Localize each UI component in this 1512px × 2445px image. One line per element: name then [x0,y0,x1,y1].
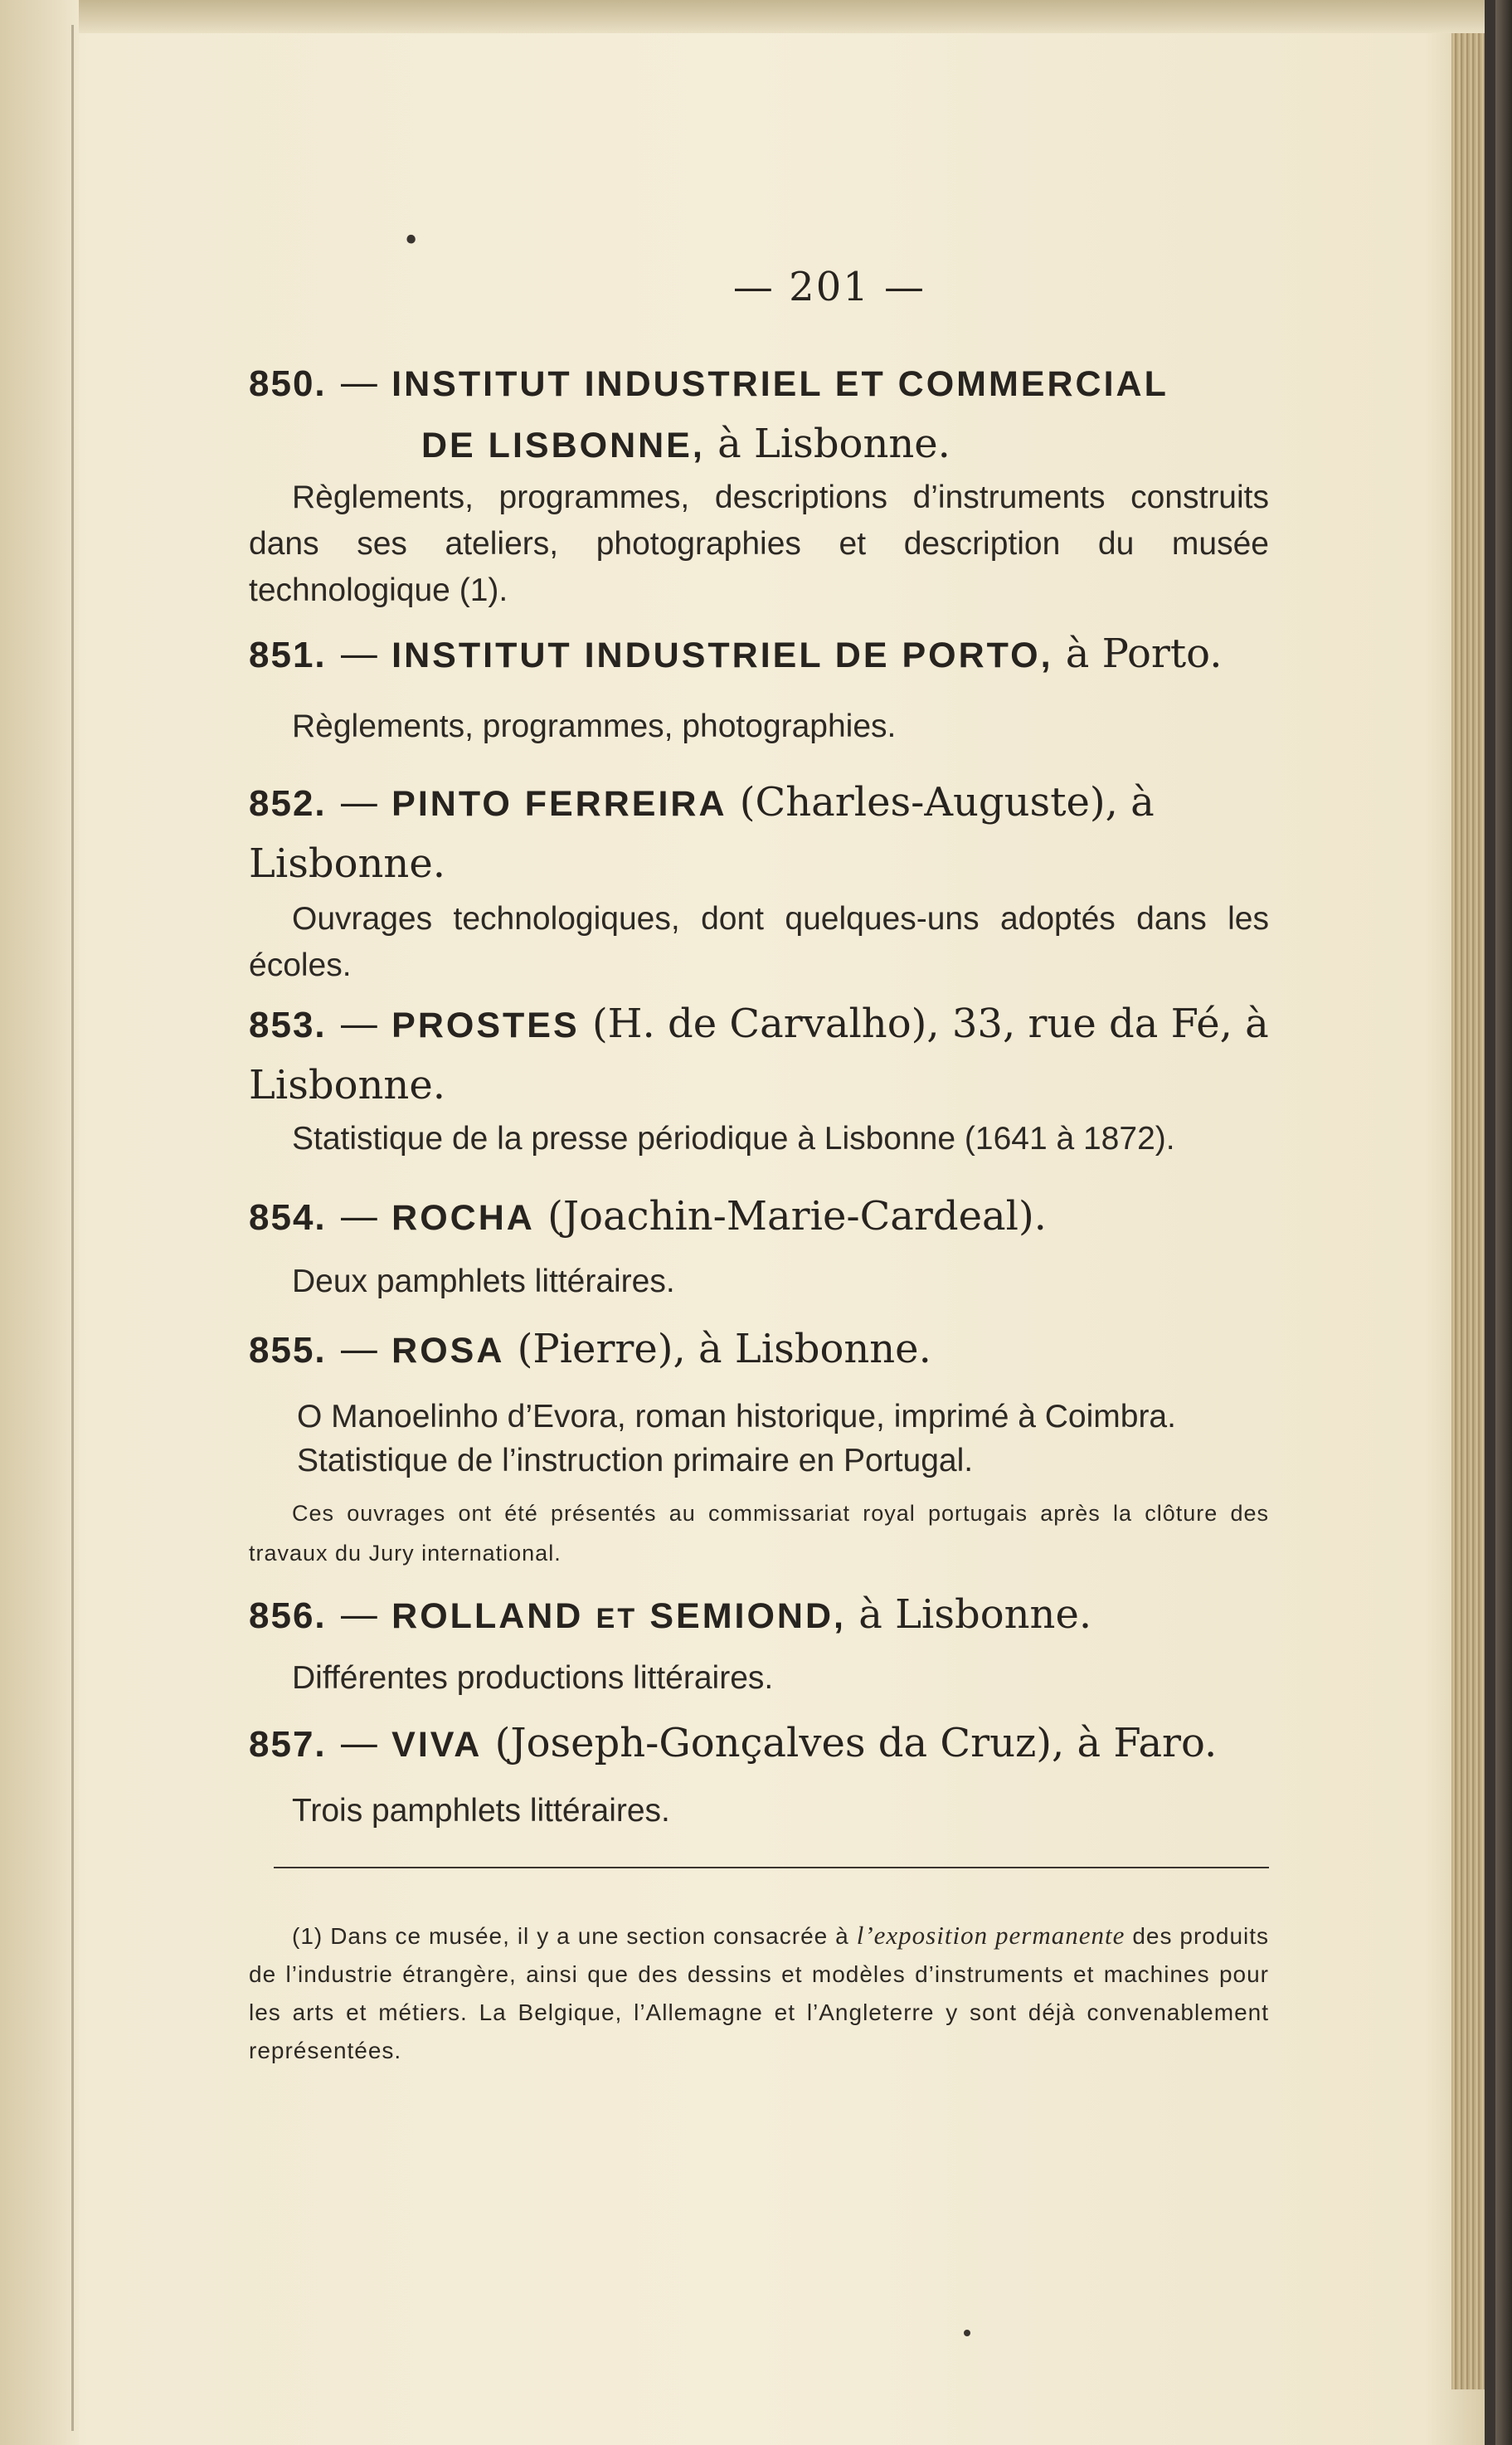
entry-number: 855. [249,1330,327,1371]
background-edge [1495,0,1512,2445]
entry-number: 857. [249,1724,327,1765]
entry-details: (Joseph-Gonçalves da Cruz), à Faro. [494,1720,1218,1766]
entry-855-note: Ces ouvrages ont été présentés au commissariat royal portugais après la clôture des travaux du Jury international. [249,1501,1269,1566]
entry-854-description: Deux pamphlets littéraires. [292,1264,675,1299]
entry-853-heading [249,994,1269,1115]
entry-number: 851. [249,635,327,675]
entry-851-description: Règlements, programmes, photographies. [292,709,897,744]
entry-name: ROSA [391,1331,505,1371]
entry-number: 854. [249,1197,327,1238]
entry-dash: — [338,1193,379,1240]
entry-dash: — [338,359,379,406]
entry-853-description: Statistique de la presse périodique à Lisbonne (1641 à 1872). [292,1121,1175,1157]
gutter [0,0,79,2445]
entry-name: ROCHA [391,1198,535,1238]
entry-name: ROLLAND [391,1596,584,1636]
entry-place: à Lisbonne. [717,421,950,467]
entry-851-heading [249,624,1269,685]
entry-number: 850. [249,363,327,404]
entry-854-heading [249,1186,1269,1248]
entry-name: PINTO FERREIRA [391,784,727,824]
entry-place: à Lisbonne. [858,1591,1092,1638]
bottom-dot [964,2330,970,2336]
top-shadow [0,0,1485,33]
entry-name: VIVA [391,1725,483,1765]
entry-852-description: Ouvrages technologiques, dont quelques-uns adoptés dans les écoles. [249,901,1269,983]
entry-857-heading [249,1713,1269,1775]
entry-dash: — [338,1720,379,1766]
entry-850-heading [249,353,1269,475]
entry-place: à Porto. [1065,631,1223,677]
entry-dash: — [338,1001,379,1047]
footnote-text-before: Dans ce musée, il y a une section consacrée à [330,1923,849,1949]
page-edges [1451,33,1485,2389]
entry-855-description-line1: O Manoelinho d’Evora, roman historique, imprimé à Coimbra. [297,1399,1176,1434]
entry-dash: — [338,1326,379,1372]
entry-857-description: Trois pamphlets littéraires. [292,1793,670,1829]
entry-856-description: Différentes productions littéraires. [292,1660,774,1696]
entry-details: (Charles-Auguste), à Lisbonne. [249,779,1155,887]
entry-name: INSTITUT INDUSTRIEL DE PORTO, [391,636,1053,675]
entry-dash: — [338,1591,379,1638]
entry-number: 853. [249,1005,327,1045]
entry-855-description-line2: Statistique de l’instruction primaire en Portugal. [297,1443,974,1478]
entry-details: (H. de Carvalho), 33, rue da Fé, à Lisbonne. [249,1001,1269,1108]
entry-conjunction: ET [596,1603,638,1634]
entry-name-continued: DE LISBONNE, [421,426,705,465]
footnote-marker: (1) [292,1923,323,1949]
entry-details: (Joachin-Marie-Cardeal). [547,1193,1047,1240]
entry-850-description: Règlements, programmes, descriptions d’instruments construits dans ses ateliers, photographies et description du musée technologique (1). [249,480,1269,608]
gutter-fold-line [71,25,74,2431]
entry-dash: — [338,631,379,677]
page-number: — 201 — [732,264,926,310]
entry-name: INSTITUT INDUSTRIEL ET COMMERCIAL [391,364,1169,404]
entry-details: (Pierre), à Lisbonne. [517,1326,931,1372]
footnote-italic: l’exposition permanente [856,1921,1125,1950]
entry-name-second: SEMIOND, [649,1596,846,1636]
footnote-rule [274,1867,1269,1868]
entry-852-heading [249,772,1269,894]
entry-name: PROSTES [391,1006,580,1045]
entry-dash: — [338,779,379,826]
entry-856-heading [249,1585,1269,1649]
entry-855-heading [249,1319,1269,1381]
entry-number: 852. [249,783,327,824]
footnote [249,1917,1269,2070]
entry-number: 856. [249,1595,327,1636]
footnote-text-after: des produits de l’industrie étrangère, ainsi que des dessins et modèles d’instruments et machines pour les arts et métiers. La Belgique, l’Allemagne et l’Angleterre y sont déjà convenablement représentées. [249,1923,1270,2063]
ink-mark: • [402,224,421,258]
